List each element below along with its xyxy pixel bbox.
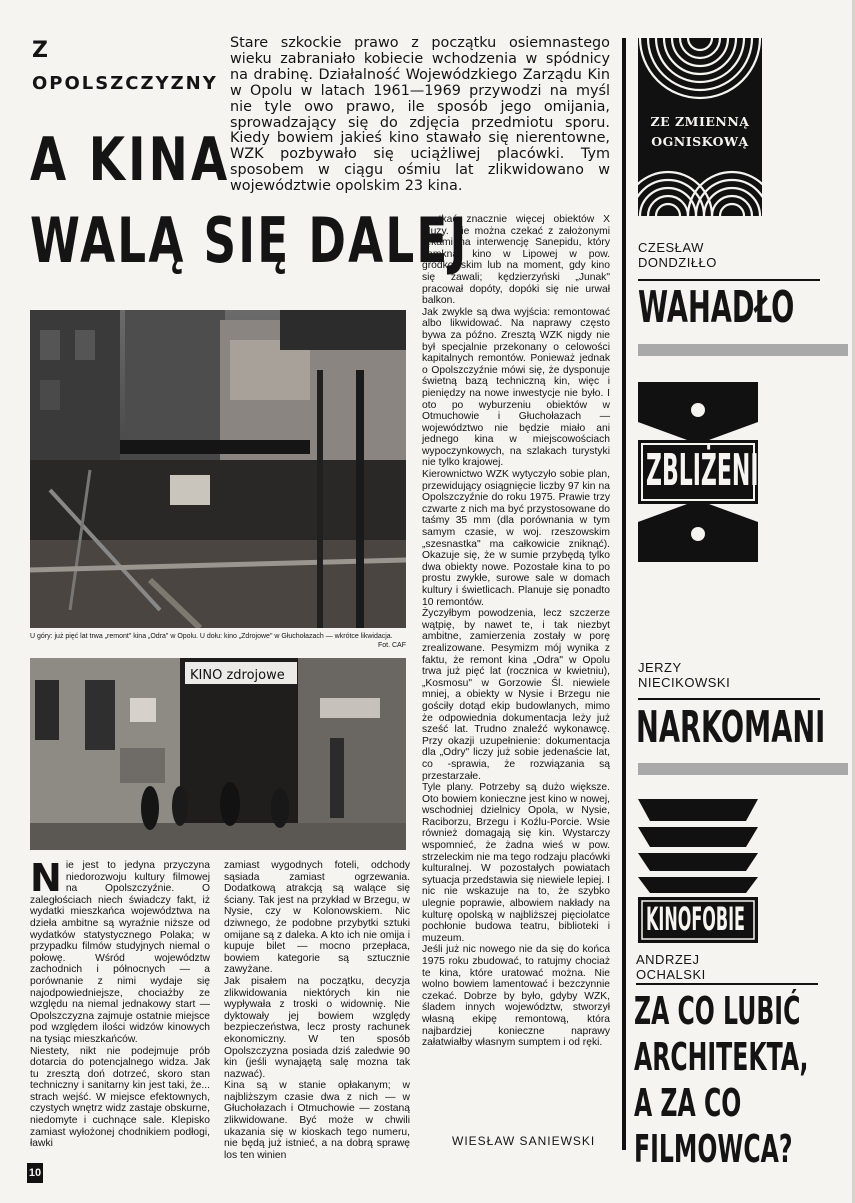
- divider-line: [638, 279, 820, 281]
- caption-text: U góry: już pięć lat trwa „remont" kina „Odra" w Opolu. U dołu: kino „Zdrojowe" w Głuchołazach — wkrótce likwidacja.: [30, 633, 393, 640]
- page-number: 10: [27, 1163, 43, 1183]
- section-kicker: [32, 34, 222, 100]
- photo-ruins-drawing: [30, 310, 406, 628]
- logo-text-kinofobie: KINOFOBIE: [646, 900, 745, 938]
- drop-cap: N: [30, 856, 62, 900]
- author-first-name: ANDRZEJ: [636, 952, 700, 967]
- headline-line-2: WALĄ SIĘ DALEJ: [30, 204, 469, 277]
- body-column-1: [30, 856, 210, 1150]
- column-logo-ze-zmienna-ogniskowa: [638, 38, 762, 216]
- grey-bar: [638, 763, 848, 775]
- author-niecikowski: [638, 660, 730, 690]
- column-divider: [622, 38, 626, 1150]
- author-last-name: OCHALSKI: [636, 967, 706, 982]
- divider-line: [638, 698, 820, 700]
- column-title-narkomani: NARKOMANI: [636, 702, 826, 753]
- photo-facade-drawing: [30, 658, 406, 850]
- title-line-1: ZA CO LUBIĆ: [634, 989, 801, 1033]
- grey-bar: [638, 344, 848, 356]
- title-line-4: FILMOWCA?: [634, 1127, 793, 1171]
- body-column-3: spotkać znacznie więcej obiektów X Muzy. Nie można czekać z założonymi rękami na interwencję Sanepidu, który zamknął kino w Lipowej w pow. grodkowskim lub na moment, gdy kino się zawali; kędzierzyński „Junak" pracował dopóty, dopóki się nie urwał balkon. Jak zwykle są dwa wyjścia: remontować albo likwidować. Na naprawy często bywa za późno. Zresztą WZK nigdy nie był specjalnie przekonany o celowości kapitalnych remontów. Ponieważ jednak o Opolszczyźnie mówi się, że dysponuje świetną bazą techniczną kin, więc i pieniędzy na nowe inwestycje nie było. I oto po wyburzeniu obiektów w Otmuchowie i Głuchołazach — województwo nie będzie miało ani jednego kina w miejscowościach wypoczynkowych, na szlakach turystyki nie tylko krajowej. Kierownictwo WZK wytyczyło sobie plan, przewidujący osiągnięcie liczby 97 kin na Opolszczyźnie do roku 1975. Prawie trzy czwarte z nich ma być przystosowane do taśmy 35 mm (dla porównania w tym samym czasie, w woj. rzeszowskim „szesnastka" ma całkowicie zniknąć). Okazuje się, że w sumie przybędą tylko dwa obiekty nowe. Pozostałe kina to po prostu zwykłe, surowe sale w domach kultury i świetlicach. Planuje się ponadto 10 remontów. Życzyłbym powodzenia, lecz szczerze wątpię, by nawet te, i tak niezbyt ambitne, zamierzenia zostały w porę zrealizowane. Pesymizm mój wynika z faktu, że remont kina „Odra" w Opolu trwa już pięć lat (rocznica w kwietniu), „Kosmosu" w Gorzowie Śl. niewiele mniej, a obiekty w Nysie i Brzegu nie gościły dotąd ekip budowlanych, mimo że odpowiednia dokumentacja leży już sześć lat. Trudno znaleźć wykonawcę. Przy okazji uzupełnienie: dokumentacja dla „Odry" liczy już sobie jedenaście lat, co ‑sprawia, że rozwiązania są przestarzałe. Tyle plany. Potrzeby są dużo większe. Oto bowiem konieczne jest kino w nowej, wschodniej dzielnicy Opola, w Nysie, Raciborzu, Brzegu i Koźlu-Porcie. Wsie również domagają się kin. Wystarczy wspomnieć, że żadna wieś w pow. strzeleckim nie ma tego rodzaju placówki kulturalnej. W pozostałych powiatach sytuacja przedstawia się niewiele lepiej. I nic nie wskazuje na to, że szybko ulegnie poprawie, albowiem nakłady na kulturę opolską w najbliższej pięciolatce pochłonie budowa teatru, biblioteki i muzeum. Jeśli już nic nowego nie da się do końca 1975 roku zbudować, to ratujmy chociaż te kina, które uratować można. Nie wolno bowiem lamentować i bezczynnie czekać. Dobrze by było, gdyby WZK, śladem innych województw, stworzył własną ekipę remontową, która najbardziej konieczne naprawy załatwiałby własnym sumptem i od ręki.: [422, 214, 610, 1049]
- kicker-line-2: OPOLSZCZYZNY: [32, 73, 218, 94]
- photo-cinema-zdrojowe: [30, 658, 406, 850]
- title-line-3: A ZA CO: [634, 1081, 742, 1125]
- logo-line-2: OGNISKOWĄ: [651, 134, 749, 149]
- author-dondzillo: [638, 240, 717, 270]
- body-column-2: zamiast wygodnych foteli, odchody sąsiada zamiast ogrzewania. Dodatkową atrakcją są walące się ściany. Tak jest na przykład w Brzegu, w Nysie, czy w Kolonowskiem. Nic dziwnego, że podobne przybytki sztuki omijane są z daleka. A kto ich nie omija i kupuje bilet — mocno przepłaca, bowiem kategorie są sztucznie zawyżane. Jak pisałem na początku, decyzja zlikwidowania niektórych kin nie wypływała z troski o widownię. Nie dyktowały jej bowiem względy bezpieczeństwa, lecz prosty rachunek ekonomiczny. W ten sposób Opolszczyzna posiada dziś zaledwie 90 kin (jeśli wynająętą salę mozna tak nazwać). Kina są w stanie opłakanym; w najbliższym czasie dwa z nich — w Głuchołazach i Otmuchowie — zostaną zlikwidowane. Być może w chwili ukazania się w kioskach tego numeru, nie będą już istnieć, a na dobrą sprawę los ten winien: [224, 860, 410, 1161]
- author-last-name: NIECIKOWSKI: [638, 675, 731, 690]
- kicker-line-1: Z: [32, 38, 48, 63]
- author-first-name: JERZY: [638, 660, 682, 675]
- author-last-name: DONDZIŁŁO: [638, 255, 717, 270]
- column-logo-kinofobie: [636, 797, 760, 945]
- headline-line-1: A KINA: [30, 125, 231, 195]
- photo-cinema-odra-ruins: [30, 310, 406, 628]
- column-title-architekt: [634, 988, 855, 1172]
- author-first-name: CZESŁAW: [638, 240, 704, 255]
- author-ochalski: [636, 952, 706, 982]
- title-line-2: ARCHITEKTA,: [634, 1035, 809, 1079]
- lead-paragraph: Stare szkockie prawo z początku osiemnastego wieku zabraniało kobiecie wchodzenia w spódnicy na drabinę. Działalność Wojewódzkiego Zarządu Kin w Opolu w latach 1961—1969 przywodzi na myśl nie tyle owo prawo, ile sposób jego omijania, sprowadzający się do zdjęcia przedmiotu sporu. Kiedy bowiem jakieś kino stawało się nierentowne, WZK pozbywało się uciążliwej placówki. Tym sposobem w ciągu ośmiu lat zlikwidowano w województwie opolskim 23 kina.: [230, 35, 610, 195]
- logo-text-zblizenia: ZBLIŻENIA: [646, 445, 776, 496]
- photo-caption: [30, 632, 406, 650]
- logo-text: [638, 112, 762, 152]
- column-title-wahadlo: WAHADŁO: [638, 282, 795, 333]
- column-logo-zblizenia: [638, 382, 776, 562]
- divider-line: [636, 983, 818, 985]
- body-column-1-text: ie jest to jedyna przyczyna niedorozwoju kultury filmowej na Opolszczyźnie. O zaległościach niech świadczy fakt, iż wydatki mieszkańca województwa na dzieła ambitne są wyraźnie niższe od wydatków statystycznego Polaka; w przypadku filmów studyjnych niemal o połowę. Wśród województw zachodnich i północnych — a porównanie z nimi wydaje się najodpowiedniejsze, chociażby ze względu na niemal jednakowy start — Opolszczyzna zajmuje ostatnie miejsce pod względem ilości widzów kinowych na tysiąc mieszkańców. Niestety, nikt nie podejmuje prób dotarcia do potencjalnego widza. Jak tu zresztą doń dotrzeć, skoro stan techniczny i sanitarny kin jest taki, że... strach wejść. W miejsce efektownych, czystych wnętrz widz zastaje obskurne, niedomyte i cuchnące sale. Klepisko zamiast wyłożonej chodnikiem podłogi, ławki: [30, 860, 210, 1150]
- logo-line-1: ZE ZMIENNĄ: [650, 114, 750, 129]
- photo-credit: Fot. CAF: [377, 642, 406, 649]
- cinema-sign-text: KINO zdrojowe: [190, 668, 285, 683]
- author-signature: WIESŁAW SANIEWSKI: [452, 1134, 596, 1148]
